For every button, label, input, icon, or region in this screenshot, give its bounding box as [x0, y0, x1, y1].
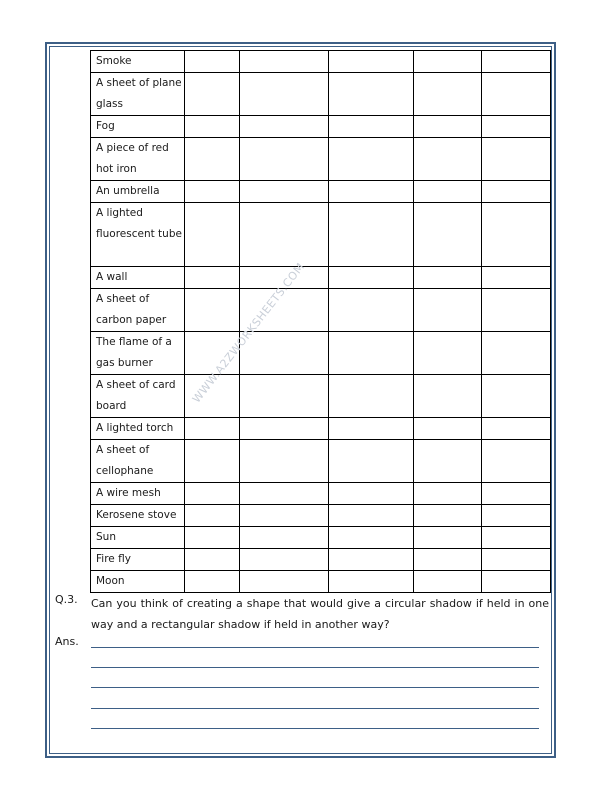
answer-cell[interactable]	[185, 138, 240, 181]
answer-cell[interactable]	[240, 505, 329, 527]
row-label: Kerosene stove	[91, 505, 185, 527]
answer-cell[interactable]	[482, 289, 551, 332]
answer-cell[interactable]	[482, 116, 551, 138]
answer-cell[interactable]	[185, 203, 240, 267]
answer-cell[interactable]	[482, 440, 551, 483]
table-row	[91, 73, 551, 116]
answer-cell[interactable]	[414, 73, 482, 116]
answer-cell[interactable]	[482, 549, 551, 571]
answer-cell[interactable]	[185, 267, 240, 289]
row-label: The flame of a gas burner	[91, 332, 185, 375]
answer-cell[interactable]	[482, 138, 551, 181]
answer-label: Ans.	[55, 635, 79, 648]
table-row	[91, 527, 551, 549]
answer-cell[interactable]	[240, 418, 329, 440]
answer-cell[interactable]	[240, 181, 329, 203]
answer-cell[interactable]	[185, 505, 240, 527]
answer-cell[interactable]	[482, 203, 551, 267]
row-label: An umbrella	[91, 181, 185, 203]
answer-cell[interactable]	[240, 73, 329, 116]
answer-cell[interactable]	[482, 571, 551, 593]
table-row	[91, 505, 551, 527]
answer-cell[interactable]	[482, 332, 551, 375]
question-number: Q.3.	[55, 593, 78, 606]
answer-cell[interactable]	[482, 51, 551, 73]
answer-cell[interactable]	[185, 181, 240, 203]
answer-cell[interactable]	[414, 440, 482, 483]
question-text: Can you think of creating a shape that would give a circular shadow if held in one way and a rectangular shadow if held in another way?	[91, 597, 549, 631]
table-row	[91, 440, 551, 483]
answer-cell[interactable]	[329, 505, 414, 527]
answer-cell[interactable]	[240, 440, 329, 483]
table-row	[91, 181, 551, 203]
row-label: A wire mesh	[91, 483, 185, 505]
answer-cell[interactable]	[185, 289, 240, 332]
answer-cell[interactable]	[185, 73, 240, 116]
answer-cell[interactable]	[329, 571, 414, 593]
answer-cell[interactable]	[185, 571, 240, 593]
answer-cell[interactable]	[329, 203, 414, 267]
row-label: A sheet of cellophane	[91, 440, 185, 483]
answer-line[interactable]	[91, 708, 539, 709]
answer-cell[interactable]	[329, 483, 414, 505]
answer-cell[interactable]	[414, 116, 482, 138]
answer-cell[interactable]	[482, 375, 551, 418]
answer-cell[interactable]	[240, 527, 329, 549]
answer-cell[interactable]	[185, 483, 240, 505]
answer-cell[interactable]	[329, 289, 414, 332]
answer-cell[interactable]	[482, 267, 551, 289]
answer-cell[interactable]	[414, 203, 482, 267]
answer-cell[interactable]	[329, 267, 414, 289]
row-label: A wall	[91, 267, 185, 289]
row-label: Fire fly	[91, 549, 185, 571]
row-label: A lighted fluorescent tube	[91, 203, 185, 267]
answer-cell[interactable]	[414, 51, 482, 73]
answer-cell[interactable]	[414, 527, 482, 549]
answer-cell[interactable]	[329, 181, 414, 203]
answer-cell[interactable]	[482, 505, 551, 527]
answer-cell[interactable]	[185, 440, 240, 483]
row-label: Fog	[91, 116, 185, 138]
answer-cell[interactable]	[240, 549, 329, 571]
answer-cell[interactable]	[482, 181, 551, 203]
row-label: Smoke	[91, 51, 185, 73]
answer-cell[interactable]	[482, 73, 551, 116]
answer-cell[interactable]	[185, 549, 240, 571]
answer-cell[interactable]	[240, 571, 329, 593]
answer-cell[interactable]	[414, 549, 482, 571]
table-row	[91, 138, 551, 181]
answer-cell[interactable]	[185, 51, 240, 73]
answer-cell[interactable]	[482, 527, 551, 549]
row-label: Sun	[91, 527, 185, 549]
answer-cell[interactable]	[414, 138, 482, 181]
table-row	[91, 418, 551, 440]
row-label: A piece of red hot iron	[91, 138, 185, 181]
row-label: A sheet of carbon paper	[91, 289, 185, 332]
answer-cell[interactable]	[329, 116, 414, 138]
materials-table	[90, 50, 551, 593]
answer-cell[interactable]	[329, 375, 414, 418]
table-row	[91, 549, 551, 571]
answer-cell[interactable]	[414, 418, 482, 440]
answer-cell[interactable]	[240, 203, 329, 267]
row-label: Moon	[91, 571, 185, 593]
answer-cell[interactable]	[414, 181, 482, 203]
answer-cell[interactable]	[329, 440, 414, 483]
answer-cell[interactable]	[329, 138, 414, 181]
answer-cell[interactable]	[329, 73, 414, 116]
answer-line[interactable]	[91, 728, 539, 729]
table-row	[91, 375, 551, 418]
answer-cell[interactable]	[482, 483, 551, 505]
answer-cell[interactable]	[329, 527, 414, 549]
table-row	[91, 483, 551, 505]
answer-cell[interactable]	[329, 332, 414, 375]
table-row	[91, 332, 551, 375]
table-row	[91, 116, 551, 138]
answer-cell[interactable]	[482, 418, 551, 440]
answer-cell[interactable]	[414, 332, 482, 375]
answer-line[interactable]	[91, 687, 539, 688]
answer-cell[interactable]	[414, 267, 482, 289]
answer-cell[interactable]	[185, 527, 240, 549]
row-label: A sheet of card board	[91, 375, 185, 418]
answer-cell[interactable]	[329, 51, 414, 73]
answer-cell[interactable]	[414, 483, 482, 505]
row-label: A lighted torch	[91, 418, 185, 440]
table-row	[91, 51, 551, 73]
answer-line[interactable]	[91, 667, 539, 668]
answer-cell[interactable]	[240, 138, 329, 181]
answer-cell[interactable]	[329, 549, 414, 571]
answer-cell[interactable]	[240, 51, 329, 73]
answer-cell[interactable]	[185, 418, 240, 440]
answer-cell[interactable]	[414, 505, 482, 527]
answer-cell[interactable]	[240, 375, 329, 418]
table-row	[91, 571, 551, 593]
answer-cell[interactable]	[414, 289, 482, 332]
table-row	[91, 289, 551, 332]
answer-cell[interactable]	[185, 116, 240, 138]
answer-cell[interactable]	[414, 571, 482, 593]
table-row	[91, 203, 551, 267]
row-label: A sheet of plane glass	[91, 73, 185, 116]
answer-cell[interactable]	[240, 483, 329, 505]
watermark: WWW.A2ZWORKSHEETS.COM	[189, 260, 308, 406]
answer-cell[interactable]	[240, 116, 329, 138]
answer-cell[interactable]	[414, 375, 482, 418]
answer-cell[interactable]	[329, 418, 414, 440]
table-row	[91, 267, 551, 289]
answer-line[interactable]	[91, 647, 539, 648]
